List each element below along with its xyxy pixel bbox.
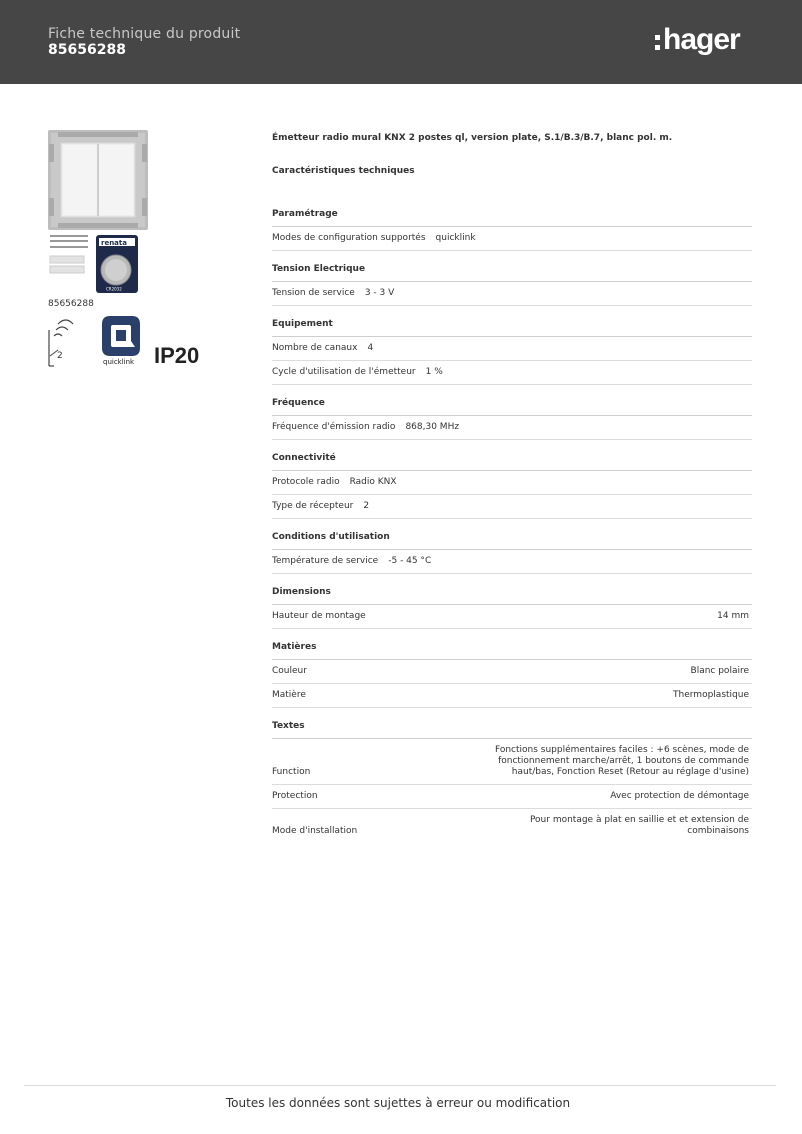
product-image [48,130,148,234]
spec-row [272,337,752,361]
spec-group [272,519,752,574]
spec-group-title: Equipement [272,306,752,337]
spec-row [272,785,752,809]
spec-label: Mode d'installation [272,826,358,836]
spec-group [272,385,752,440]
spec-group-title: Matières [272,629,752,660]
spec-label: Nombre de canaux [272,343,358,353]
footer-divider [24,1085,776,1086]
spec-row [272,282,752,306]
spec-row [272,660,752,684]
spec-label: Type de récepteur [272,501,354,511]
spec-group [272,629,752,708]
spec-row [272,495,752,519]
spec-group [272,196,752,251]
page-header [0,0,802,84]
accessories-image [48,232,140,298]
spec-value: 2 [363,501,370,511]
spec-group-title: Textes [272,708,752,739]
spec-content [272,128,752,843]
spec-row [272,471,752,495]
radio-transmitter-icon [46,316,74,372]
spec-label: Fréquence d'émission radio [272,422,396,432]
header-subtitle: Fiche technique du produit [48,26,241,42]
quicklink-icon [100,314,142,362]
spec-label: Protocole radio [272,477,340,487]
spec-row [272,227,752,251]
quicklink-label: quicklink [103,358,135,366]
product-title: Émetteur radio mural KNX 2 postes ql, version plate, S.1/B.3/B.7, blanc pol. m. [272,133,673,143]
spec-row [272,809,752,843]
spec-group-title: Fréquence [272,385,752,416]
spec-value: Avec protection de démontage [610,791,749,801]
spec-value: Blanc polaire [690,666,749,676]
spec-value: -5 - 45 °C [388,556,432,566]
spec-groups [272,196,752,843]
spec-row [272,550,752,574]
spec-label: Function [272,767,311,777]
spec-label: Couleur [272,666,307,676]
logo-dots [655,35,660,50]
spec-group [272,306,752,385]
ip-rating: IP20 [154,343,200,368]
spec-group [272,251,752,306]
spec-group [272,708,752,843]
spec-group-title: Tension Electrique [272,251,752,282]
channel-marker-text: 2 [57,351,63,361]
spec-row [272,684,752,708]
spec-value: Thermoplastique [673,690,749,700]
spec-group-title: Dimensions [272,574,752,605]
spec-value: 868,30 MHz [405,422,460,432]
spec-group-title: Paramétrage [272,196,752,227]
spec-value: quicklink [435,233,476,243]
spec-label: Modes de configuration supportés [272,233,426,243]
spec-value: Radio KNX [349,477,397,487]
spec-label: Protection [272,791,318,801]
spec-row [272,416,752,440]
spec-group-title: Conditions d'utilisation [272,519,752,550]
battery-model-text: CR2032 [106,286,122,292]
footer-disclaimer: Toutes les données sont sujettes à erreur ou modification [225,1096,571,1110]
spec-row [272,361,752,385]
spec-group [272,574,752,629]
spec-value: 1 % [425,367,443,377]
spec-label: Matière [272,690,306,700]
tech-heading: Caractéristiques techniques [272,166,415,176]
spec-value: Pour montage à plat en saillie et et extension de combinaisons [529,815,749,836]
spec-group-title: Connectivité [272,440,752,471]
spec-group [272,440,752,519]
spec-value: 4 [367,343,374,353]
brand-logo [655,20,740,60]
spec-label: Tension de service [272,288,355,298]
spec-row [272,605,752,629]
spec-label: Hauteur de montage [272,611,366,621]
spec-value: 14 mm [717,611,749,621]
spec-row [272,739,752,785]
logo-text: hager [663,23,740,56]
battery-brand-text: renata [101,239,127,247]
spec-label: Cycle d'utilisation de l'émetteur [272,367,416,377]
spec-value: Fonctions supplémentaires faciles : +6 scènes, mode de fonctionnement marche/arrêt, 1 boutons de commande haut/bas, Fonction Reset (Retour au réglage d'usine) [494,745,749,777]
spec-label: Température de service [272,556,379,566]
left-product-code: 85656288 [48,299,94,309]
header-product-code: 85656288 [48,42,126,58]
spec-value: 3 - 3 V [364,288,395,298]
